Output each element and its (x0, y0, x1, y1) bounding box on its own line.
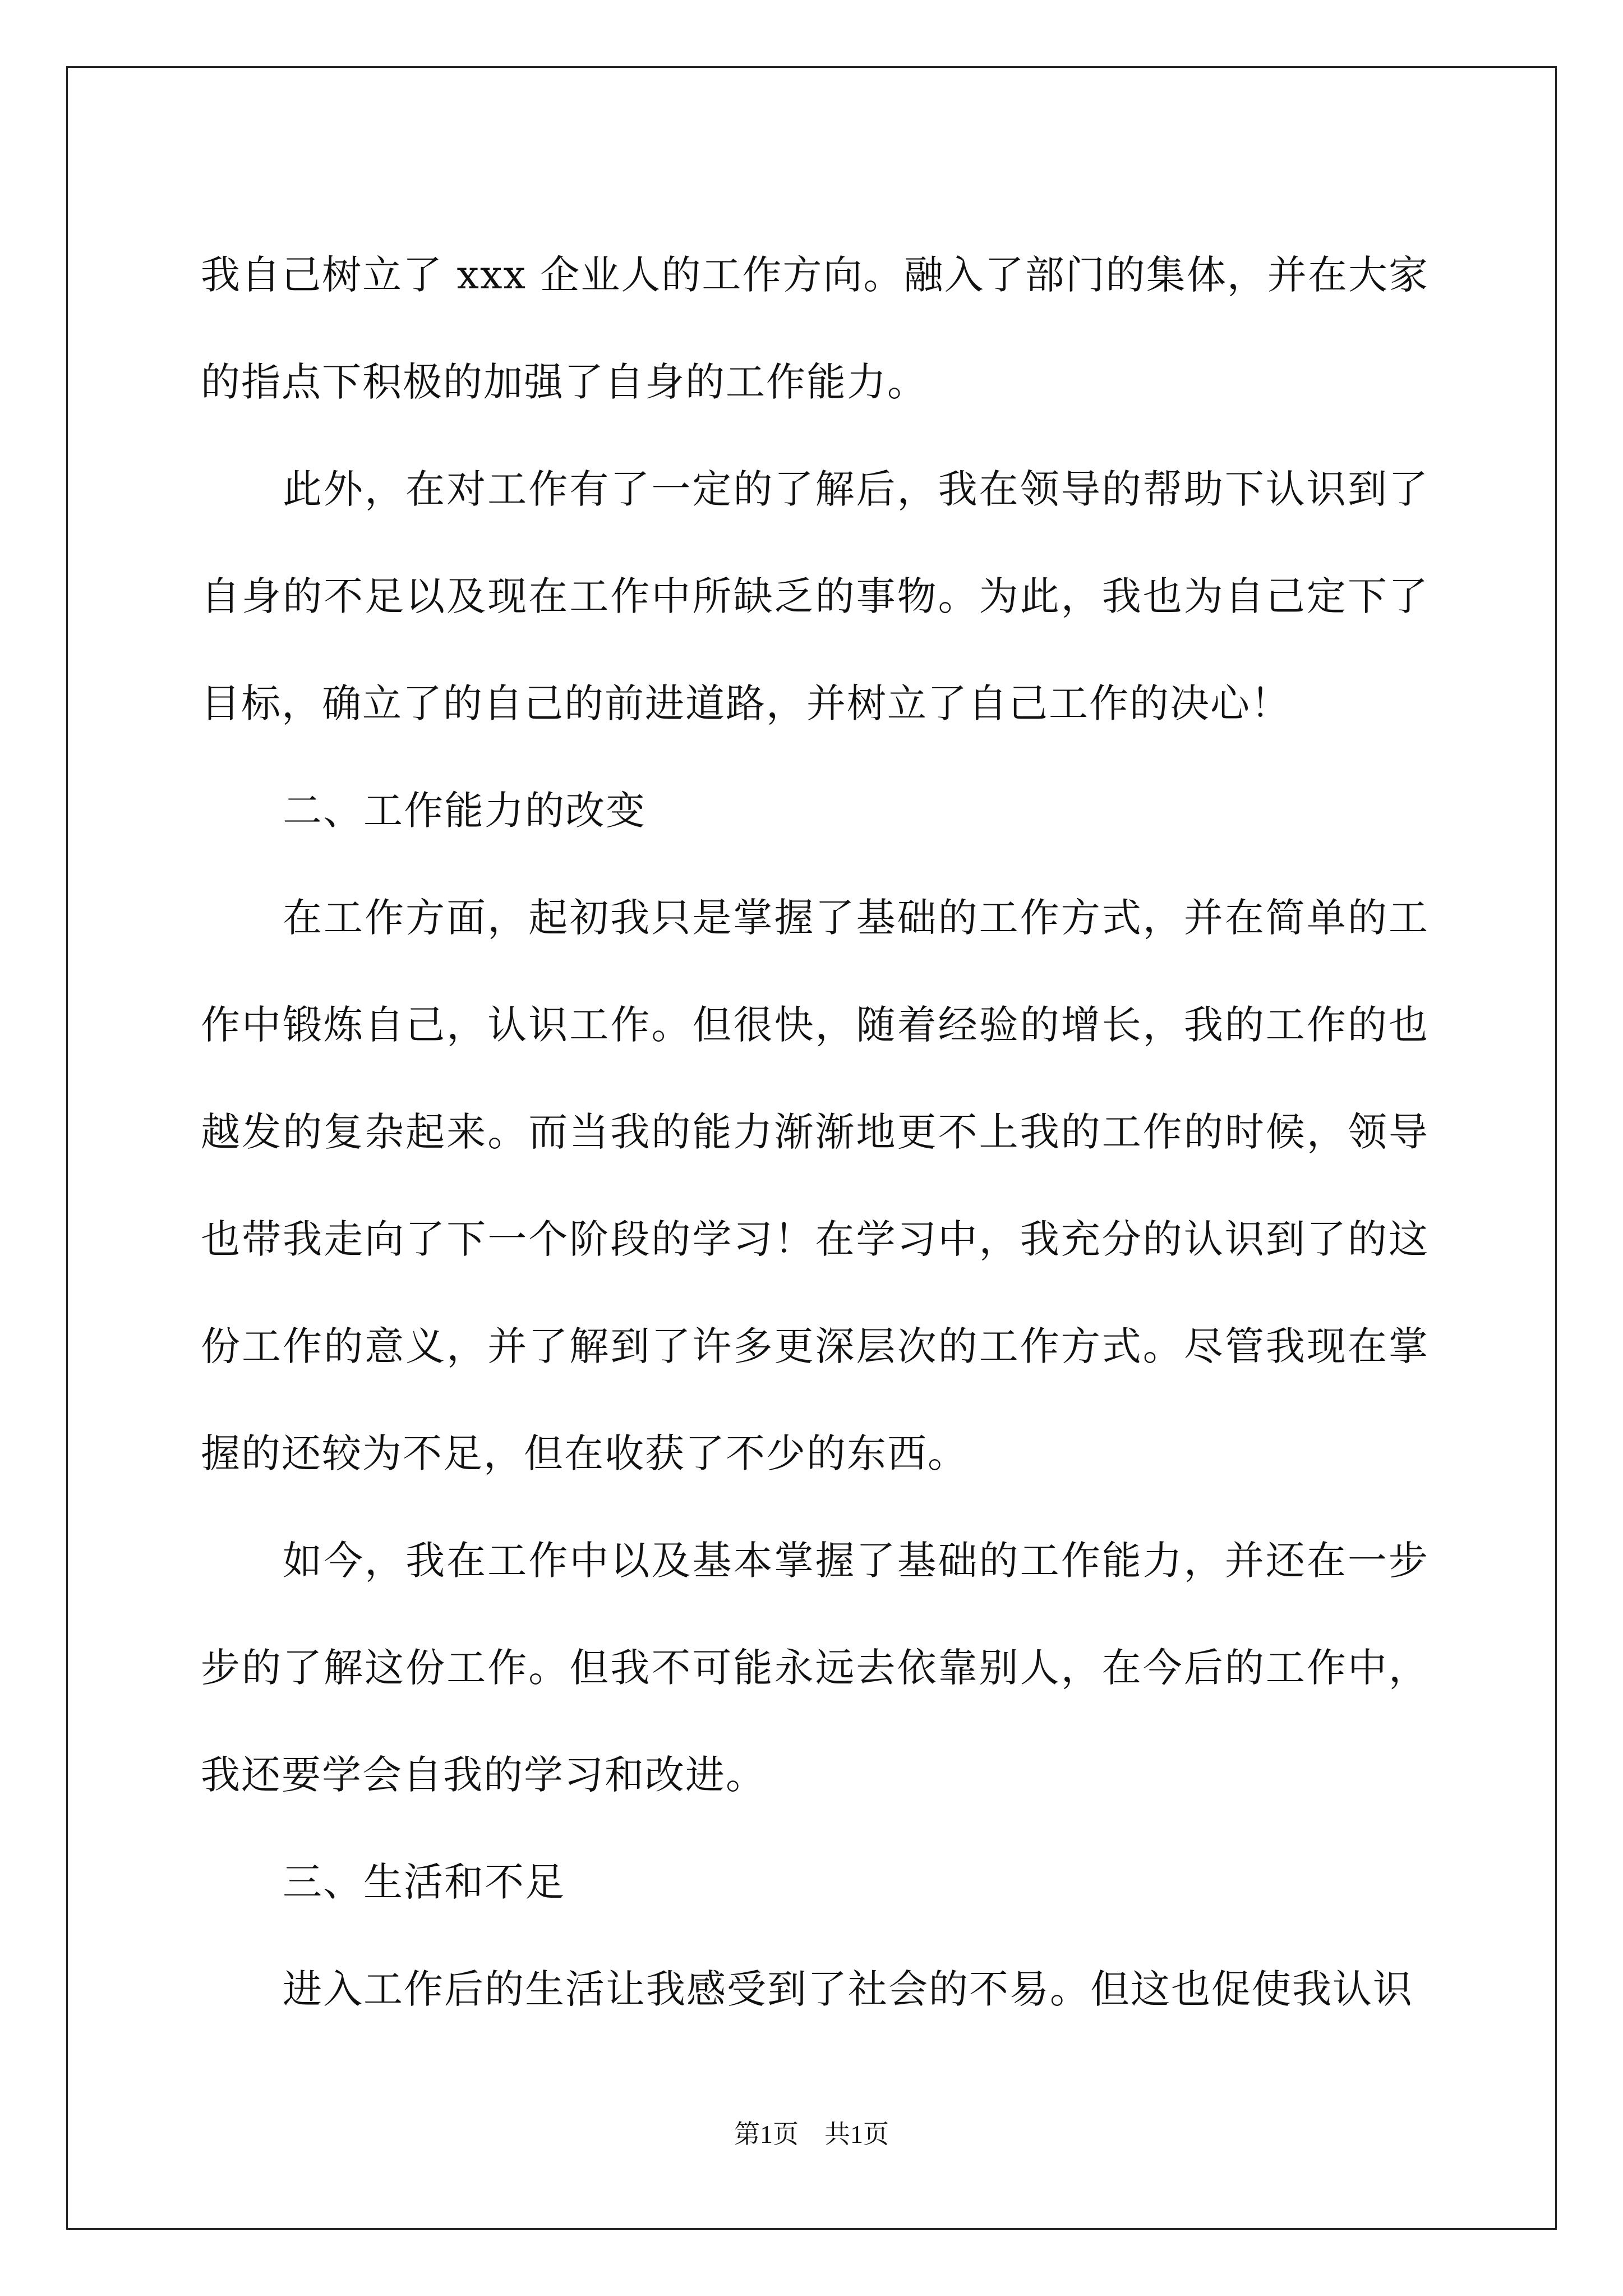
page-footer (0, 2114, 1623, 2151)
section-heading-3: 三、生活和不足 (283, 1859, 565, 1905)
paragraph-2: 此外，在对工作有了一定的了解后，我在领导的帮助下认识到了自身的不足以及现在工作中所缺乏的事物。为此，我也为自己定下了目标，确立了的自己的前进道路，并树立了自己工作的决心！ (201, 466, 1429, 726)
paragraph-1: 我自己树立了 xxx 企业人的工作方向。融入了部门的集体，并在大家的指点下积极的加强了自身的工作能力。 (201, 252, 1429, 405)
paragraph-4: 在工作方面，起初我只是掌握了基础的工作方式，并在简单的工作中锻炼自己，认识工作。但很快，随着经验的增长，我的工作的也越发的复杂起来。而当我的能力渐渐地更不上我的工作的时候，领导也带我走向了下一个阶段的学习！在学习中，我充分的认识到了的这份工作的意义，并了解到了许多更深层次的工作方式。尽管我现在掌握的还较为不足，但在收获了不少的东西。 (201, 895, 1429, 1476)
page-number-total: 共1页 (824, 2120, 889, 2148)
paragraph-5: 如今，我在工作中以及基本掌握了基础的工作能力，并还在一步步的了解这份工作。但我不可能永远去依靠别人，在今后的工作中，我还要学会自我的学习和改进。 (201, 1538, 1429, 1798)
paragraph-7: 进入工作后的生活让我感受到了社会的不易。但这也促使我认识 (283, 1966, 1413, 2012)
page-number-current: 第1页 (734, 2120, 799, 2148)
document-body (201, 222, 1429, 2043)
section-heading-2: 二、工作能力的改变 (283, 788, 646, 834)
